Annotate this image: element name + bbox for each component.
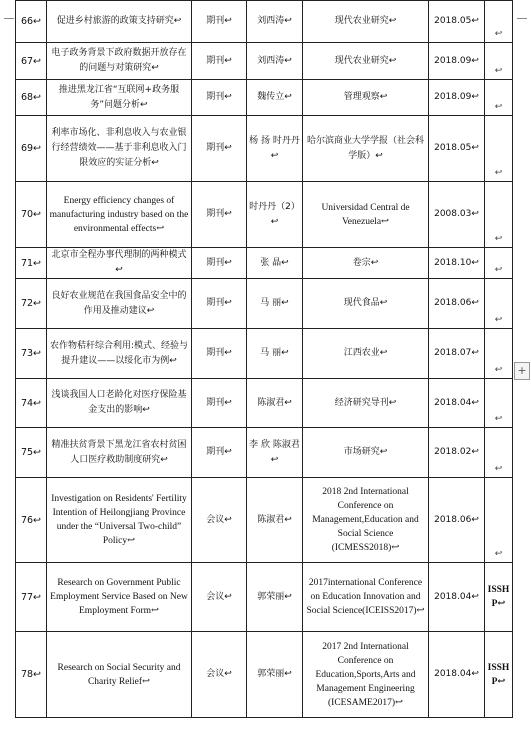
table-row	[16, 478, 513, 563]
row-number: 75↩	[16, 428, 47, 478]
row-number: 71↩	[16, 248, 47, 279]
publication-type: 会议↩	[192, 632, 247, 718]
table-row	[16, 329, 513, 379]
publication-date: 2018.04↩	[429, 632, 485, 718]
row-number: 76↩	[16, 478, 47, 563]
publication-date: 2018.10↩	[429, 248, 485, 279]
paper-title: 浅谈我国人口老龄化对医疗保险基金支出的影响↩	[47, 379, 192, 428]
add-row-button[interactable]: +	[514, 362, 530, 380]
table-row	[16, 379, 513, 428]
row-number: 69↩	[16, 116, 47, 182]
publication-venue: 哈尔滨商业大学学报（社会科学版）↩	[303, 116, 429, 182]
paper-title: Research on Social Security and Charity Relief↩	[47, 632, 192, 718]
table-row	[16, 632, 513, 718]
author: 马 丽↩	[247, 279, 303, 329]
paper-title: 良好农业规范在我国食品安全中的作用及推动建议↩	[47, 279, 192, 329]
paper-title: Energy efficiency changes of manufacturing industry based on the environmental effects↩	[47, 182, 192, 248]
publication-date: 2018.02↩	[429, 428, 485, 478]
paper-title: 电子政务背景下政府数据开放存在的问题与对策研究↩	[47, 43, 192, 80]
publication-date: 2018.09↩	[429, 43, 485, 80]
author: 李 欣 陈淑君↩	[247, 428, 303, 478]
publication-type: 会议↩	[192, 563, 247, 632]
author: 张 晶↩	[247, 248, 303, 279]
publication-type: 期刊↩	[192, 43, 247, 80]
index-note: ↩	[485, 379, 513, 428]
index-note: ↩	[485, 279, 513, 329]
index-note: ↩	[485, 248, 513, 279]
publication-venue: 卷宗↩	[303, 248, 429, 279]
paper-title: 农作物秸秆综合利用:模式、经验与提升建议——以绥化市为例↩	[47, 329, 192, 379]
table-row	[16, 248, 513, 279]
paper-title: 推进黑龙江省“互联网+政务服务”问题分析↩	[47, 80, 192, 116]
publication-table	[15, 0, 513, 718]
publication-date: 2018.05↩	[429, 1, 485, 43]
table-row	[16, 279, 513, 329]
paper-title: 促进乡村旅游的政策支持研究↩	[47, 1, 192, 43]
publication-venue: 2018 2nd International Conference on Management,Education and Social Science (ICMESS2018)↩	[303, 478, 429, 563]
paper-title: Investigation on Residents' Fertility Intention of Heilongjiang Province under the “Universal Two-child” Policy↩	[47, 478, 192, 563]
index-note: ISSHP↩	[485, 632, 513, 718]
crop-mark-right	[517, 18, 527, 19]
table-row	[16, 182, 513, 248]
publication-venue: Universidad Central de Venezuela↩	[303, 182, 429, 248]
row-number: 68↩	[16, 80, 47, 116]
row-number: 70↩	[16, 182, 47, 248]
publication-date: 2018.04↩	[429, 563, 485, 632]
publication-type: 期刊↩	[192, 182, 247, 248]
publication-date: 2018.09↩	[429, 80, 485, 116]
row-number: 74↩	[16, 379, 47, 428]
publication-date: 2018.06↩	[429, 279, 485, 329]
author: 时丹丹（2）↩	[247, 182, 303, 248]
row-number: 77↩	[16, 563, 47, 632]
publication-type: 期刊↩	[192, 379, 247, 428]
publication-date: 2018.04↩	[429, 379, 485, 428]
publication-venue: 现代农业研究↩	[303, 1, 429, 43]
paper-title: 利率市场化、非利息收入与农业银行经营绩效——基于非利息收入门限效应的实证分析↩	[47, 116, 192, 182]
index-note: ↩	[485, 478, 513, 563]
author: 刘西涛↩	[247, 43, 303, 80]
publication-type: 期刊↩	[192, 1, 247, 43]
row-number: 78↩	[16, 632, 47, 718]
author: 陈淑君↩	[247, 379, 303, 428]
index-note: ↩	[485, 182, 513, 248]
author: 杨 扬 时丹丹↩	[247, 116, 303, 182]
publication-date: 2018.06↩	[429, 478, 485, 563]
index-note: ↩	[485, 329, 513, 379]
author: 刘西涛↩	[247, 1, 303, 43]
publication-venue: 市场研究↩	[303, 428, 429, 478]
table-row	[16, 1, 513, 43]
author: 郭荣丽↩	[247, 563, 303, 632]
index-note: ↩	[485, 1, 513, 43]
table-row	[16, 563, 513, 632]
paper-title: 北京市全程办事代理制的两种模式↩	[47, 248, 192, 279]
author: 陈淑君↩	[247, 478, 303, 563]
publication-venue: 经济研究导刊↩	[303, 379, 429, 428]
publication-venue: 管理观察↩	[303, 80, 429, 116]
table-row	[16, 428, 513, 478]
row-number: 66↩	[16, 1, 47, 43]
publication-type: 期刊↩	[192, 329, 247, 379]
table-row	[16, 116, 513, 182]
index-note: ↩	[485, 116, 513, 182]
publication-table-body	[16, 1, 513, 718]
publication-date: 2018.07↩	[429, 329, 485, 379]
publication-venue: 2017international Conference on Education Innovation and Social Science(ICEISS2017)↩	[303, 563, 429, 632]
publication-type: 期刊↩	[192, 80, 247, 116]
publication-venue: 江西农业↩	[303, 329, 429, 379]
paper-title: Research on Government Public Employment Service Based on New Employment Form↩	[47, 563, 192, 632]
row-number: 72↩	[16, 279, 47, 329]
publication-type: 期刊↩	[192, 116, 247, 182]
row-number: 67↩	[16, 43, 47, 80]
publication-date: 2008.03↩	[429, 182, 485, 248]
row-number: 73↩	[16, 329, 47, 379]
publication-type: 会议↩	[192, 478, 247, 563]
publication-venue: 现代食品↩	[303, 279, 429, 329]
publication-type: 期刊↩	[192, 279, 247, 329]
table-row	[16, 80, 513, 116]
author: 魏传立↩	[247, 80, 303, 116]
index-note: ISSHP↩	[485, 563, 513, 632]
publication-venue: 现代农业研究↩	[303, 43, 429, 80]
paper-title: 精准扶贫背景下黑龙江省农村贫困人口医疗救助制度研究↩	[47, 428, 192, 478]
publication-type: 期刊↩	[192, 248, 247, 279]
index-note: ↩	[485, 428, 513, 478]
author: 马 丽↩	[247, 329, 303, 379]
author: 郭荣丽↩	[247, 632, 303, 718]
index-note: ↩	[485, 80, 513, 116]
publication-date: 2018.05↩	[429, 116, 485, 182]
table-row	[16, 43, 513, 80]
publication-type: 期刊↩	[192, 428, 247, 478]
crop-mark-left	[4, 18, 14, 19]
publication-venue: 2017 2nd International Conference on Education,Sports,Arts and Management Engineering (ICESAME2017)↩	[303, 632, 429, 718]
index-note: ↩	[485, 43, 513, 80]
